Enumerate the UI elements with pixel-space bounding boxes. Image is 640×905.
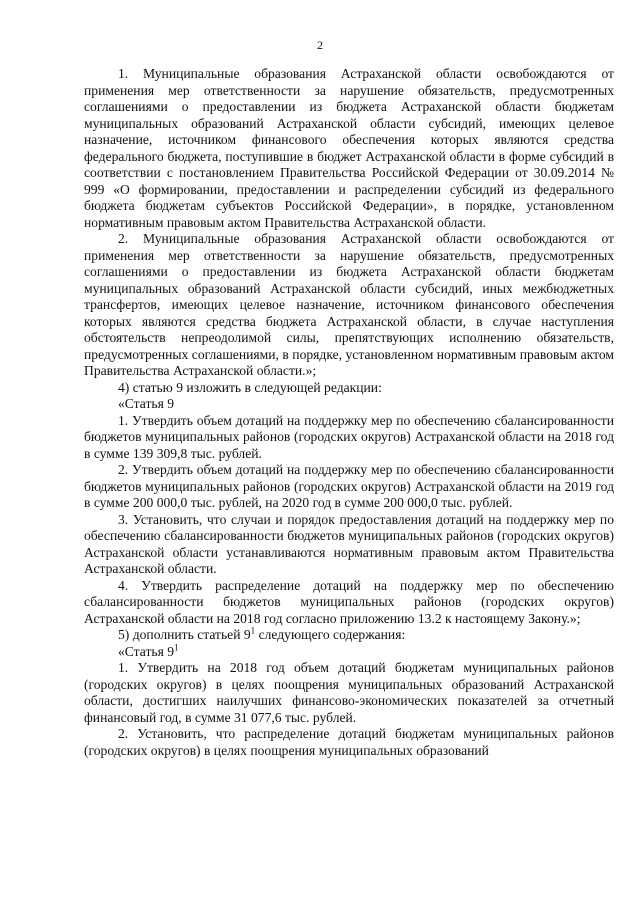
article-9-1-item-1: 1. Утвердить на 2018 год объем дотаций бюджетам муниципальных районов (городских округов) в целях поощрения муниципальных образований Астраханской области, достигших наилучших финансово-экономических показателей за отчетный финансовый год, в сумме 31 077,6 тыс. рублей.	[84, 660, 614, 725]
paragraph-amendment-4: 4) статью 9 изложить в следующей редакции:	[118, 379, 382, 395]
article-9-item-1: 1. Утвердить объем дотаций на поддержку мер по обеспечению сбалансированности бюджетов муниципальных районов (городских округов) Астраханской области на 2018 год в сумме 139 309,8 тыс. рублей.	[84, 412, 614, 461]
article-9-1-superscript: 1	[174, 641, 179, 652]
article-9-1-item-2: 2. Установить, что распределение дотаций бюджетам муниципальных районов (городских округов) в целях поощрения муниципальных образований	[84, 726, 614, 758]
article-9-item-4: 4. Утвердить распределение дотаций на поддержку мер по обеспечению сбалансированности бюджетов муниципальных районов (городских округов) Астраханской области на 2018 год согласно приложению 13.2 к настоящему Закону.»;	[84, 577, 614, 626]
amendment-5-superscript: 1	[250, 625, 256, 636]
page-number: 2	[317, 38, 323, 52]
article-9-1-heading	[84, 641, 614, 661]
paragraph-1: 1. Муниципальные образования Астраханской области освобождаются от применения мер ответственности за нарушение обязательств, предусмотренных соглашениями о предоставлении из бюджета Астраханской области бюджетам муниципальных образований Астраханской области субсидий, имеющих целевое назначение, источником финансового обеспечения которых являются средства федерального бюджета, поступившие в бюджет Астраханской области в форме субсидий в соответствии с постановлением Правительства Российской Федерации от 30.09.2014 № 999 «О формировании, предоставлении и распределении субсидий из федерального бюджета бюджетам субъектов Российской Федерации», в порядке, установленном нормативным правовым актом Правительства Астраханской области.	[84, 66, 614, 230]
paragraph-2: 2. Муниципальные образования Астраханской области освобождаются от применения мер ответственности за нарушение обязательств, предусмотренных соглашениями о предоставлении из бюджета Астраханской области бюджетам муниципальных образований Астраханской области субсидий, иных межбюджетных трансфертов, имеющих целевое назначение, источником финансового обеспечения которых являются средства бюджета Астраханской области, в случае наступления обстоятельств непреодолимой силы, препятствующих исполнению обязательств, предусмотренных соглашениями, в порядке, установленном нормативным правовым актом Правительства Астраханской области.»;	[84, 231, 614, 378]
amendment-5-tail: следующего содержания:	[255, 627, 406, 642]
amendment-5-text: 5) дополнить статьей 9	[118, 627, 251, 642]
article-9-item-3: 3. Установить, что случаи и порядок предоставления дотаций на поддержку мер по обеспечению сбалансированности бюджетов муниципальных районов (городских округов) Астраханской области устанавливаются нормативным правовым актом Правительства Астраханской области.	[84, 511, 614, 576]
article-9-heading: «Статья 9	[118, 396, 175, 411]
article-9-1-heading-text: «Статья 9	[118, 643, 175, 659]
paragraph-amendment-5	[84, 627, 614, 644]
document-body	[84, 66, 614, 759]
article-9-item-2: 2. Утвердить объем дотаций на поддержку мер по обеспечению сбалансированности бюджетов муниципальных районов (городских округов) Астраханской области на 2019 год в сумме 200 000,0 тыс. рублей, на 2020 год в сумме 200 000,0 тыс. рублей.	[84, 462, 614, 510]
